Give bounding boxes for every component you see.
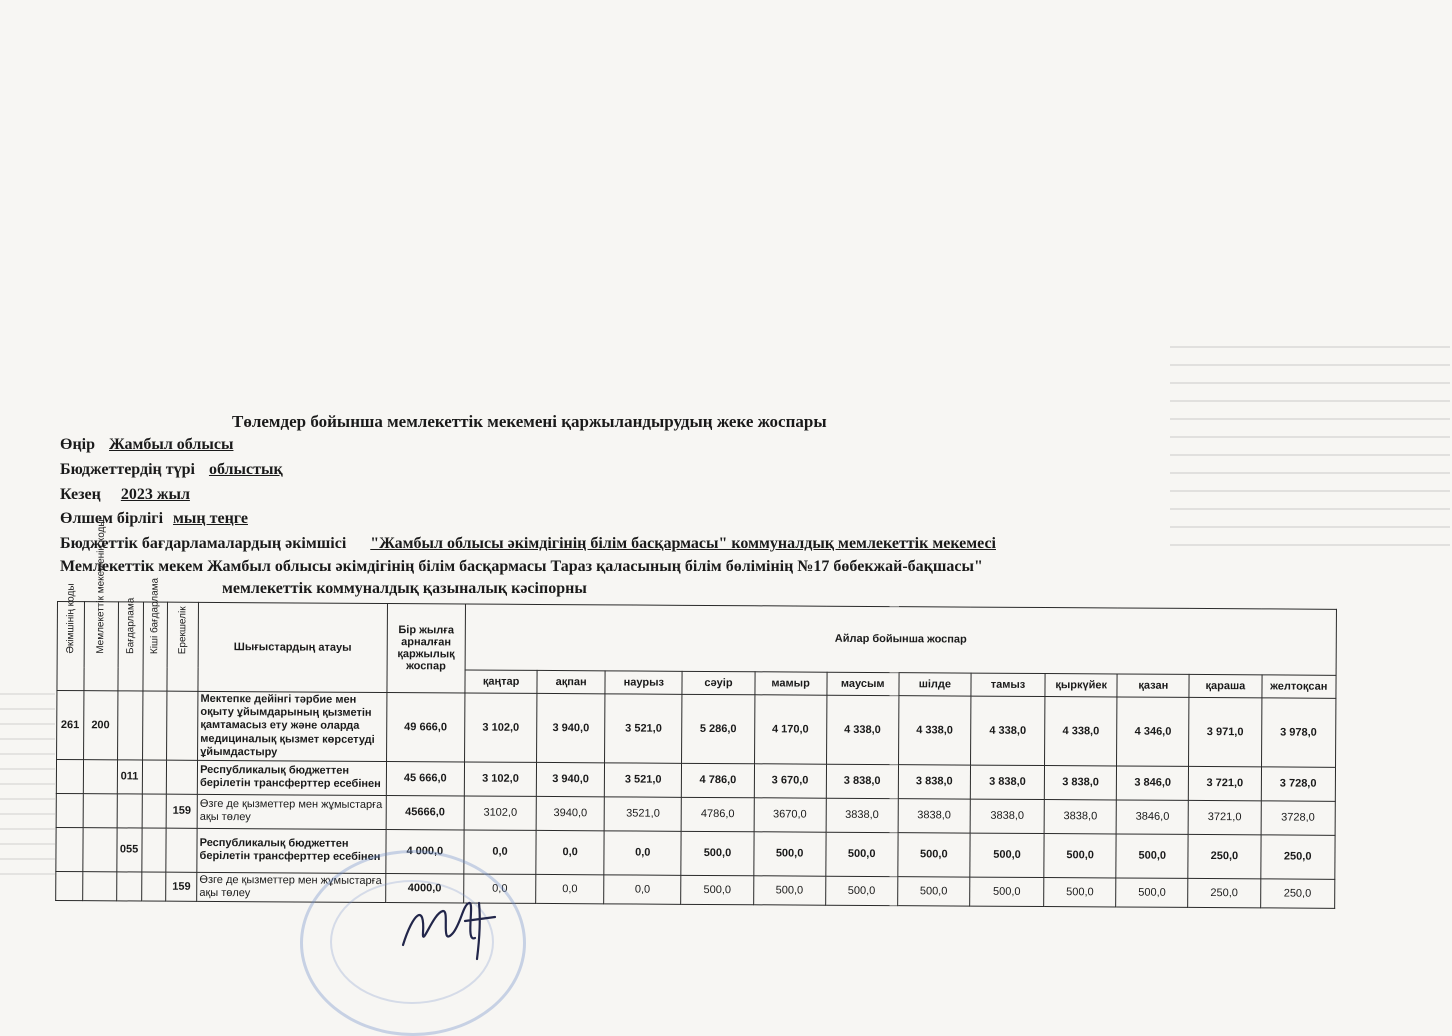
- unit-label: Өлшем бірлігі: [60, 510, 164, 527]
- cell-month-value: 3721,0: [1188, 800, 1260, 834]
- cell-program: [117, 794, 142, 828]
- institution-value-line1: Жамбыл облысы әкімдігінің білім басқармасы Тараз қаласының білім бөлімінің №17 бөбекжай-бақшасы": [207, 558, 983, 575]
- cell-annual-plan: 45666,0: [386, 795, 465, 829]
- cell-month-value: 4 346,0: [1117, 697, 1190, 766]
- cell-month-value: 3940,0: [536, 796, 604, 830]
- cell-institution-code: [83, 828, 117, 872]
- month-header: қазан: [1117, 674, 1189, 698]
- cell-month-value: 3 978,0: [1261, 698, 1336, 767]
- col-program: Бағдарлама: [118, 602, 143, 691]
- admin-line: [60, 535, 996, 553]
- cell-month-value: 3521,0: [604, 797, 681, 831]
- cell-month-value: 500,0: [825, 876, 897, 906]
- institution-value-line2: мемлекеттік коммуналдық қазыналық кәсіпорны: [222, 580, 587, 597]
- table-row: [57, 691, 1336, 768]
- cell-month-value: 4 338,0: [826, 695, 899, 764]
- month-header: шілде: [899, 672, 971, 696]
- region-value: Жамбыл облысы: [109, 436, 234, 453]
- cell-month-value: 250,0: [1188, 834, 1260, 878]
- period-label: Кезең: [60, 486, 101, 503]
- month-header: қыркүйек: [1045, 673, 1117, 697]
- unit-line: [60, 510, 248, 528]
- cell-month-value: 250,0: [1260, 835, 1335, 879]
- cell-month-value: 3 846,0: [1117, 766, 1189, 800]
- cell-month-value: 3838,0: [826, 798, 898, 832]
- cell-month-value: 3 838,0: [970, 765, 1044, 799]
- cell-month-value: 250,0: [1260, 879, 1335, 909]
- col-admin-code: Әкімшінің коды: [57, 602, 84, 691]
- cell-month-value: 500,0: [970, 877, 1044, 907]
- cell-annual-plan: 4 000,0: [386, 829, 465, 873]
- cell-month-value: 3 721,0: [1189, 766, 1261, 800]
- cell-month-value: 3 521,0: [605, 694, 683, 763]
- month-header: сәуір: [682, 671, 754, 695]
- cell-program: [117, 691, 142, 760]
- cell-month-value: 3 728,0: [1261, 767, 1336, 801]
- cell-specific: 159: [166, 794, 197, 828]
- col-monthly-group: Айлар бойынша жоспар: [465, 604, 1336, 675]
- month-header: маусым: [827, 672, 899, 696]
- cell-institution-code: [83, 760, 117, 794]
- cell-month-value: 3 940,0: [537, 693, 605, 762]
- cell-specific: [166, 828, 197, 872]
- month-header: наурыз: [605, 671, 682, 695]
- cell-month-value: 3838,0: [970, 799, 1044, 833]
- institution-label: Мемлекеттік мекем: [60, 558, 204, 575]
- cell-program: 011: [117, 760, 142, 794]
- cell-month-value: 4 338,0: [898, 696, 971, 765]
- cell-month-value: 3 102,0: [464, 762, 536, 796]
- page-title: Төлемдер бойынша мемлекеттік мекемені қаржыландырудың жеке жоспары: [232, 412, 827, 431]
- cell-month-value: 0,0: [464, 874, 536, 904]
- signature-icon: [395, 893, 505, 963]
- show-through-left: [0, 680, 55, 880]
- table-row: [56, 827, 1335, 879]
- cell-month-value: 500,0: [681, 831, 753, 875]
- cell-month-value: 4786,0: [682, 797, 754, 831]
- month-header: қаңтар: [465, 670, 537, 694]
- show-through-lines: [1170, 330, 1450, 550]
- cell-institution-code: 200: [83, 691, 117, 760]
- month-header: тамыз: [971, 673, 1045, 697]
- cell-month-value: 500,0: [826, 832, 898, 876]
- cell-admin-code: [56, 827, 83, 871]
- cell-month-value: 500,0: [681, 875, 753, 905]
- cell-month-value: 0,0: [464, 830, 536, 874]
- cell-month-value: 3838,0: [1044, 799, 1116, 833]
- cell-expense-name: Республикалық бюджеттен берілетін трансферттер есебінен: [197, 760, 386, 795]
- cell-subprogram: [141, 872, 166, 902]
- cell-month-value: 3 102,0: [465, 693, 538, 762]
- cell-month-value: 3 838,0: [898, 765, 970, 799]
- cell-subprogram: [142, 691, 167, 760]
- month-header: желтоқсан: [1261, 675, 1336, 699]
- unit-value: мың теңге: [173, 510, 248, 527]
- table-header-row: [57, 602, 1336, 676]
- region-line: [60, 436, 233, 454]
- cell-month-value: 3838,0: [898, 799, 970, 833]
- region-label: Өңір: [60, 436, 96, 453]
- cell-admin-code: [56, 759, 83, 793]
- cell-annual-plan: 45 666,0: [386, 761, 465, 795]
- budget-type-label: Бюджеттердің түрі: [60, 461, 195, 478]
- cell-month-value: 3846,0: [1116, 800, 1188, 834]
- cell-month-value: 500,0: [753, 876, 825, 906]
- cell-month-value: 250,0: [1188, 878, 1260, 908]
- institution-line: [60, 558, 983, 576]
- period-line: [60, 486, 190, 504]
- cell-admin-code: [56, 793, 83, 827]
- col-institution-code: Мемлекеттік мекеменің коды: [84, 602, 119, 691]
- cell-program: [116, 872, 141, 902]
- col-expense-name: Шығыстардың атауы: [198, 602, 387, 692]
- month-header: ақпан: [537, 670, 605, 694]
- cell-month-value: 500,0: [1044, 877, 1116, 907]
- month-header: қараша: [1189, 674, 1261, 698]
- cell-month-value: 0,0: [536, 874, 604, 904]
- cell-month-value: 500,0: [753, 832, 825, 876]
- cell-month-value: 4 786,0: [682, 763, 754, 797]
- cell-month-value: 500,0: [970, 833, 1044, 877]
- cell-institution-code: [82, 872, 116, 902]
- cell-month-value: 0,0: [604, 875, 681, 905]
- cell-month-value: 3670,0: [754, 798, 826, 832]
- cell-month-value: 0,0: [536, 830, 604, 874]
- cell-subprogram: [142, 794, 167, 828]
- cell-month-value: 3 670,0: [754, 764, 826, 798]
- cell-expense-name: Республикалық бюджеттен берілетін трансферттер есебінен: [197, 828, 386, 873]
- budget-type-value: облыстық: [208, 461, 283, 478]
- cell-month-value: 0,0: [604, 831, 682, 875]
- col-subprogram: Кіші бағдарлама: [142, 602, 167, 691]
- cell-month-value: 500,0: [897, 877, 969, 907]
- cell-subprogram: [142, 760, 167, 794]
- cell-program: 055: [117, 828, 142, 872]
- cell-month-value: 500,0: [1116, 834, 1188, 878]
- cell-annual-plan: 49 666,0: [386, 693, 465, 762]
- col-specific: Ерекшелік: [167, 602, 198, 691]
- cell-month-value: 500,0: [898, 833, 970, 877]
- cell-expense-name: Өзге де қызметтер мен жұмыстарға ақы төлеу: [197, 794, 386, 829]
- month-header: мамыр: [755, 671, 827, 695]
- cell-subprogram: [141, 828, 166, 872]
- admin-label: Бюджеттік бағдарламалардың әкімшісі: [60, 535, 347, 552]
- col-annual-plan: Бір жылға арналған қаржылық жоспар: [387, 604, 466, 693]
- cell-month-value: 500,0: [1044, 833, 1116, 877]
- cell-month-value: 3 971,0: [1189, 697, 1262, 766]
- admin-value: "Жамбыл облысы әкімдігінің білім басқармасы" коммуналдық мемлекеттік мекемесі: [370, 535, 996, 552]
- cell-month-value: 3 940,0: [536, 762, 604, 796]
- cell-month-value: 5 286,0: [682, 694, 755, 763]
- cell-month-value: 4 338,0: [1045, 697, 1118, 766]
- cell-month-value: 3728,0: [1261, 801, 1336, 835]
- cell-month-value: 3 838,0: [826, 764, 898, 798]
- period-value: 2023 жыл: [120, 486, 190, 503]
- cell-month-value: 500,0: [1116, 878, 1188, 908]
- cell-specific: 159: [166, 872, 197, 902]
- cell-expense-name: Өзге де қызметтер мен жұмыстарға ақы төлеу: [197, 872, 386, 903]
- cell-admin-code: [56, 871, 83, 901]
- cell-month-value: 3 521,0: [604, 763, 681, 797]
- cell-annual-plan: 4000,0: [385, 873, 463, 903]
- cell-month-value: 4 338,0: [970, 696, 1045, 765]
- cell-expense-name: Мектепке дейінгі тәрбие мен оқыту ұйымдарының қызметін қамтамасыз ету және оларда медициналық қызмет көрсетуді ұйымдастыру: [198, 691, 387, 761]
- cell-specific: [167, 760, 198, 794]
- cell-month-value: 4 170,0: [754, 695, 827, 764]
- cell-month-value: 3 838,0: [1044, 765, 1116, 799]
- budget-type-line: [60, 461, 283, 479]
- cell-month-value: 3102,0: [464, 796, 536, 830]
- cell-admin-code: 261: [57, 691, 84, 760]
- cell-specific: [167, 691, 198, 760]
- cell-institution-code: [83, 794, 117, 828]
